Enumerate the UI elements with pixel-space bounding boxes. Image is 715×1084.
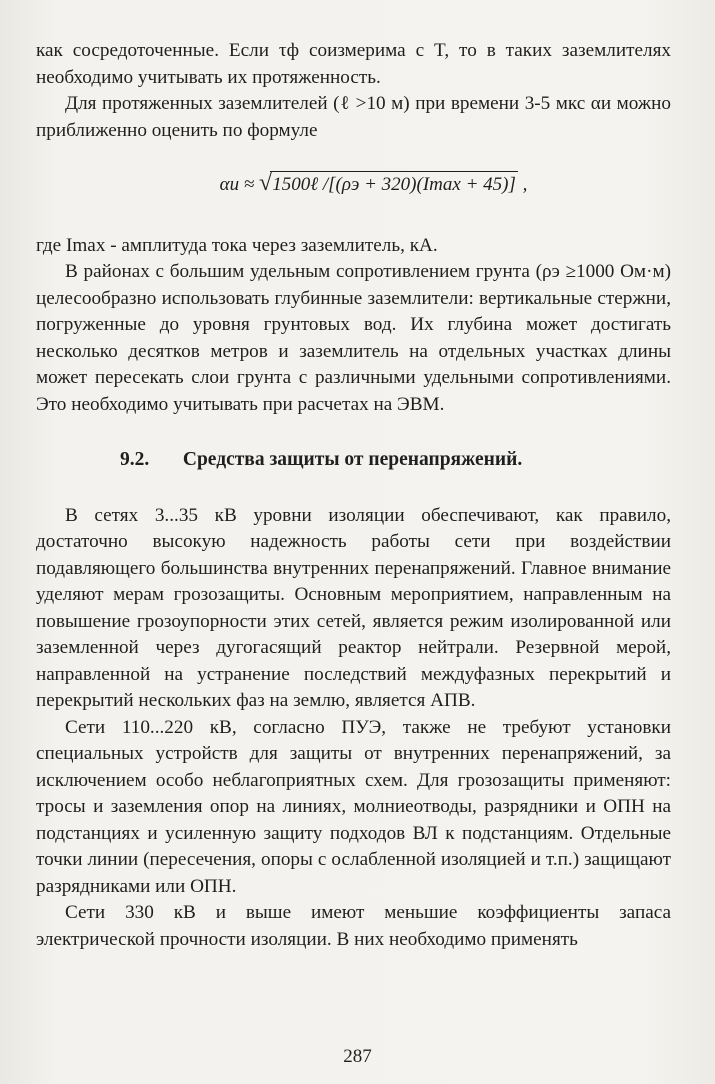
paragraph-extended-grounding: Для протяженных заземлителей (ℓ >10 м) при времени 3-5 мкс αи можно приближенно оценить по формуле <box>36 93 671 141</box>
paragraph-110-220kv: Сети 110...220 кВ, согласно ПУЭ, также не требуют установки специальных устройств для защиты от внутренних перенапряжений, за исключением особо неблагоприятных схем. Для грозозащиты применяют: тросы и заземления опор на линиях, молниеотводы, разрядники и ОПН на подстанциях и усиленную защиту подходов ВЛ к подстанциям. Отдельные точки линии (пересечения, опоры с ослабленной изоляцией и т.п.) защищают разрядниками или ОПН. <box>36 716 671 897</box>
paragraph-imax-definition: где Imax - амплитуда тока через заземлитель, кА. <box>36 234 438 256</box>
section-title: Средства защиты от перенапряжений. <box>182 449 523 470</box>
formula-tail: , <box>522 174 528 195</box>
page-body <box>36 38 671 953</box>
square-root-sign: √ <box>259 170 273 196</box>
section-number: 9.2. <box>120 449 150 470</box>
page-number: 287 <box>343 1046 372 1067</box>
paragraph-deep-grounding: В районах с большим удельным сопротивлением грунта (ρэ ≥1000 Ом·м) целесообразно использовать глубинные заземлители: вертикальные стержни, погруженные до уровня грунтовых вод. Их глубина может достигать несколько десятков метров и заземлитель на отдельных участках длины может пересекать слои грунта с различными удельными сопротивлениями. Это необходимо учитывать при расчетах на ЭВМ. <box>36 261 671 415</box>
impulse-coefficient-formula <box>76 170 671 199</box>
formula-lhs: αи ≈ <box>219 174 255 195</box>
paragraph-330kv: Сети 330 кВ и выше имеют меньшие коэффициенты запаса электрической прочности изоляции. В них необходимо применять <box>36 902 671 950</box>
section-heading <box>120 447 671 474</box>
paragraph-3-35kv: В сетях 3...35 кВ уровни изоляции обеспечивают, как правило, достаточно высокую надежность работы сети при воздействии подавляющего большинства внутренних перенапряжений. Главное внимание уделяют мерам грозозащиты. Основным мероприятием, направленным на повышение грозоупорности этих сетей, является режим изолированной или заземленной через дугогасящий реактор нейтрали. Резервной мерой, направленной на устранение последствий междуфазных перекрытий и перекрытий нескольких фаз на землю, является АПВ. <box>36 504 671 711</box>
paragraph-continuation: как сосредоточенные. Если τф соизмерима с T, то в таких заземлителях необходимо учитывать их протяженность. <box>36 40 671 88</box>
formula-radicand: 1500ℓ /[(ρэ + 320)(Imax + 45)] <box>270 171 518 199</box>
